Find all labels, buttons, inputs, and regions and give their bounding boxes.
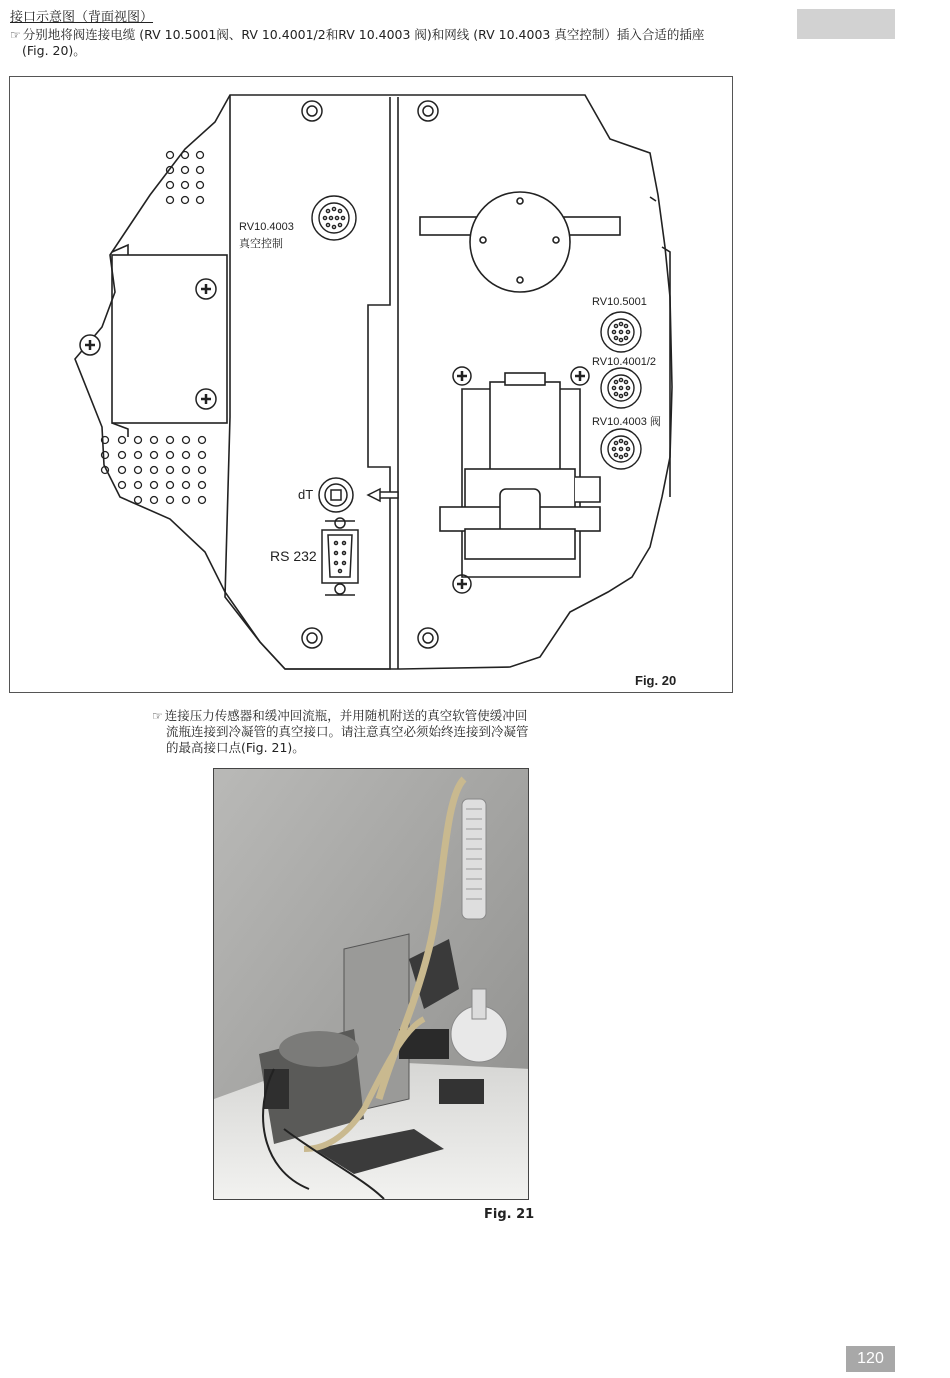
valve-connectors (601, 312, 641, 469)
intro-line-2: (Fig. 20)。 (22, 43, 86, 58)
label-rv5001: RV10.5001 (592, 296, 647, 308)
pointing-hand-icon: ☞ (10, 28, 21, 42)
intro-line-1: 分别地将阀连接电缆 (RV 10.5001阀、RV 10.4001/2和RV 10.4003 阀)和网线 (RV 10.4003 真空控制）插入合适的插座 (22, 27, 705, 42)
label-rv4003-valve: RV10.4003 阀 (592, 416, 661, 428)
page-number: 120 (846, 1346, 895, 1372)
dt-connector (319, 478, 398, 512)
pointing-hand-icon: ☞ (152, 709, 163, 723)
rotary-evaporator-photo (214, 769, 529, 1200)
label-rv4003-control: RV10.4003 (239, 221, 294, 233)
vent-holes-top (167, 152, 204, 204)
label-rv4001: RV10.4001/2 (592, 356, 657, 368)
instruction-line-2: 流瓶连接到冷凝管的真空接口。请注意真空必须始终连接到冷凝管 (166, 724, 529, 739)
intro-paragraph (10, 27, 730, 59)
rs232-connector (322, 518, 358, 595)
label-dt: dT (298, 487, 314, 502)
label-rs232: RS 232 (270, 548, 317, 564)
pump-head (420, 192, 620, 292)
instruction-paragraph (152, 708, 592, 756)
figure-20-caption: Fig. 20 (635, 673, 677, 688)
vent-holes-bottom (102, 437, 206, 504)
label-vacuum-control: 真空控制 (239, 238, 283, 250)
chapter-tab (797, 9, 895, 39)
section-title: 接口示意图（背面视图） (10, 10, 154, 25)
rear-panel-diagram (10, 77, 734, 694)
instruction-line-3: 的最高接口点(Fig. 21)。 (166, 740, 305, 755)
figure-21-photo (213, 768, 529, 1200)
vacuum-control-connector (312, 196, 356, 240)
valve-assembly (440, 373, 600, 577)
instruction-line-1: 连接压力传感器和缓冲回流瓶，并用随机附送的真空软管使缓冲回 (164, 708, 528, 723)
figure-21-caption: Fig. 21 (484, 1207, 535, 1222)
figure-20 (9, 76, 733, 693)
